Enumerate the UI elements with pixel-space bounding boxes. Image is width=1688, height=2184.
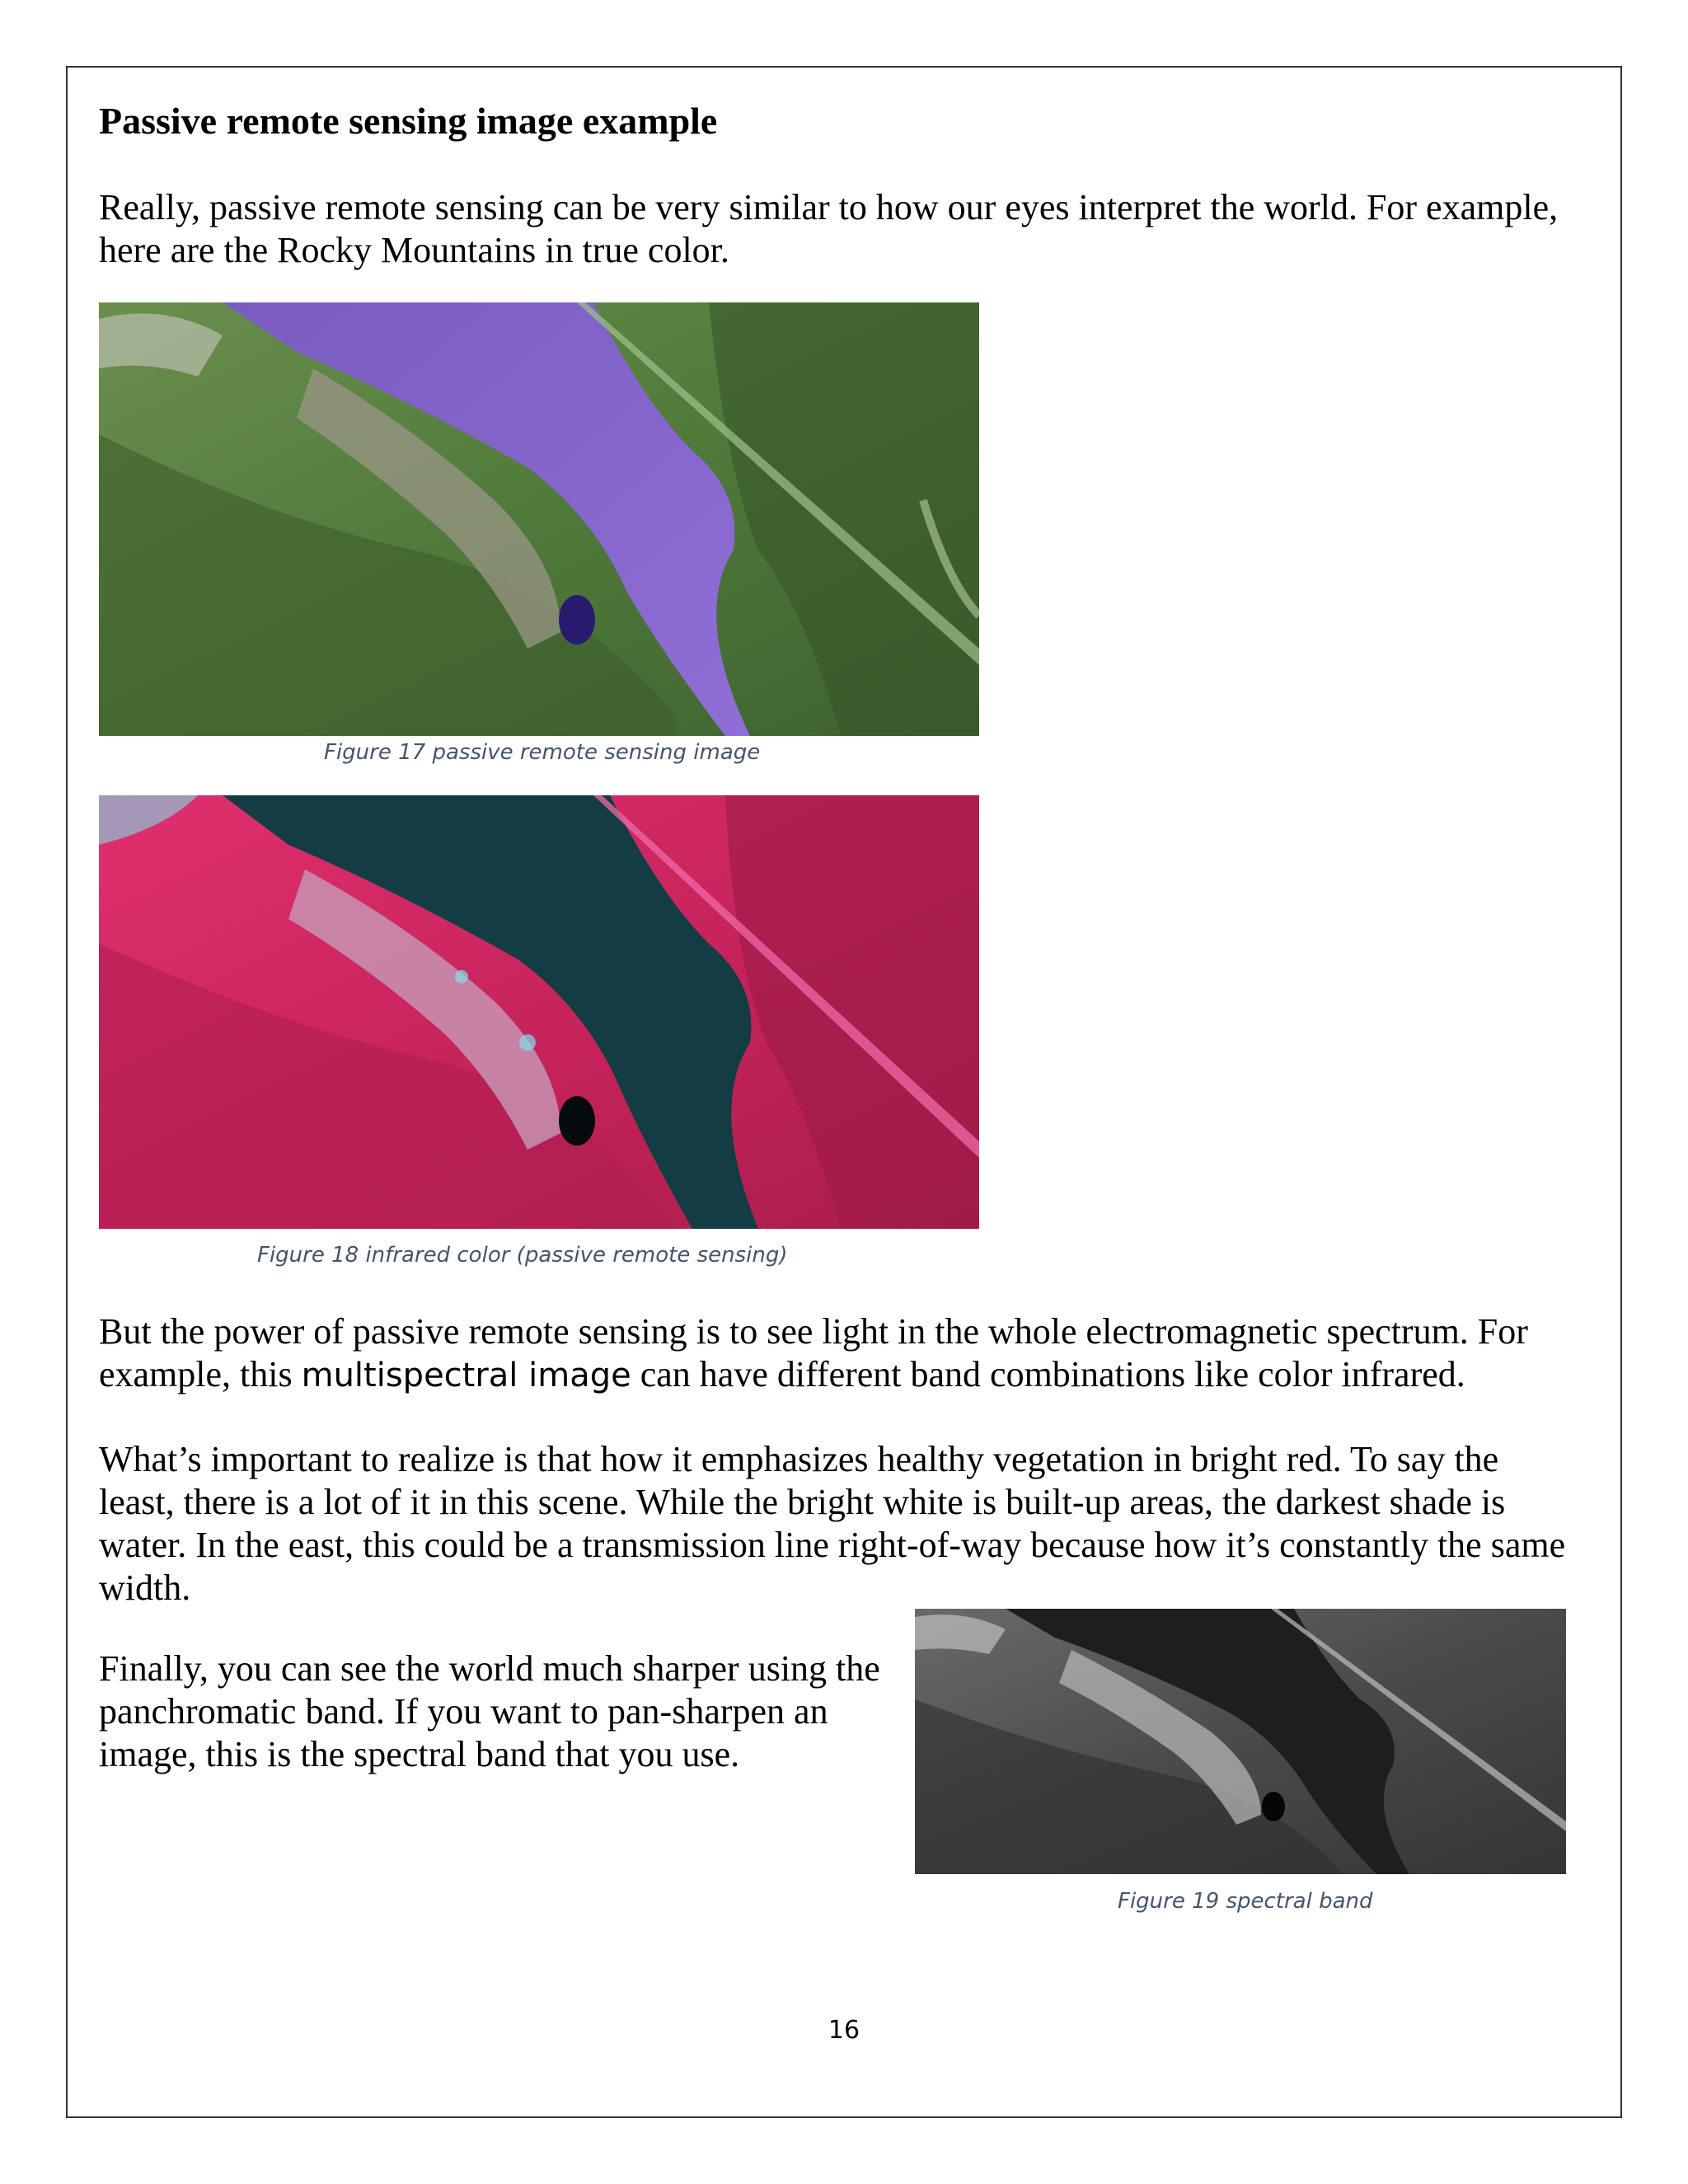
page-number: 16: [828, 2016, 860, 2045]
figure-18-caption: Figure 18 infrared color (passive remote sensing): [257, 1243, 788, 1268]
true-color-satellite-image: [99, 302, 979, 736]
page-heading: Passive remote sensing image example: [99, 100, 718, 142]
infrared-color-satellite-image: [99, 795, 979, 1229]
paragraph-text-after: can have different band combinations like color infrared.: [631, 1354, 1465, 1394]
panchromatic-paragraph: Finally, you can see the world much sharper using the panchromatic band. If you want to pan-sharpen an image, this is the spectral band that you use.: [99, 1648, 880, 1774]
panchromatic-band-image: [915, 1609, 1566, 1874]
multispectral-paragraph: [99, 1310, 1582, 1397]
figure-17-caption: Figure 17 passive remote sensing image: [324, 740, 761, 765]
paragraph-text-before: But the power of passive remote sensing is to see light in the whole electromagnetic spectrum. For example, this: [99, 1311, 1528, 1394]
vegetation-paragraph: What’s important to realize is that how it emphasizes healthy vegetation in bright red. To say the least, there is a lot of it in this scene. While the bright white is built-up areas, the darkest shade is water. In the east, this could be a transmission line right-of-way because how it’s constantly the same width.: [99, 1439, 1566, 1608]
intro-paragraph: Really, passive remote sensing can be very similar to how our eyes interpret the world. For example, here are the Rocky Mountains in true color.: [99, 187, 1559, 270]
figure-19-caption: Figure 19 spectral band: [1118, 1889, 1373, 1914]
multispectral-image-term: multispectral image: [301, 1357, 631, 1394]
